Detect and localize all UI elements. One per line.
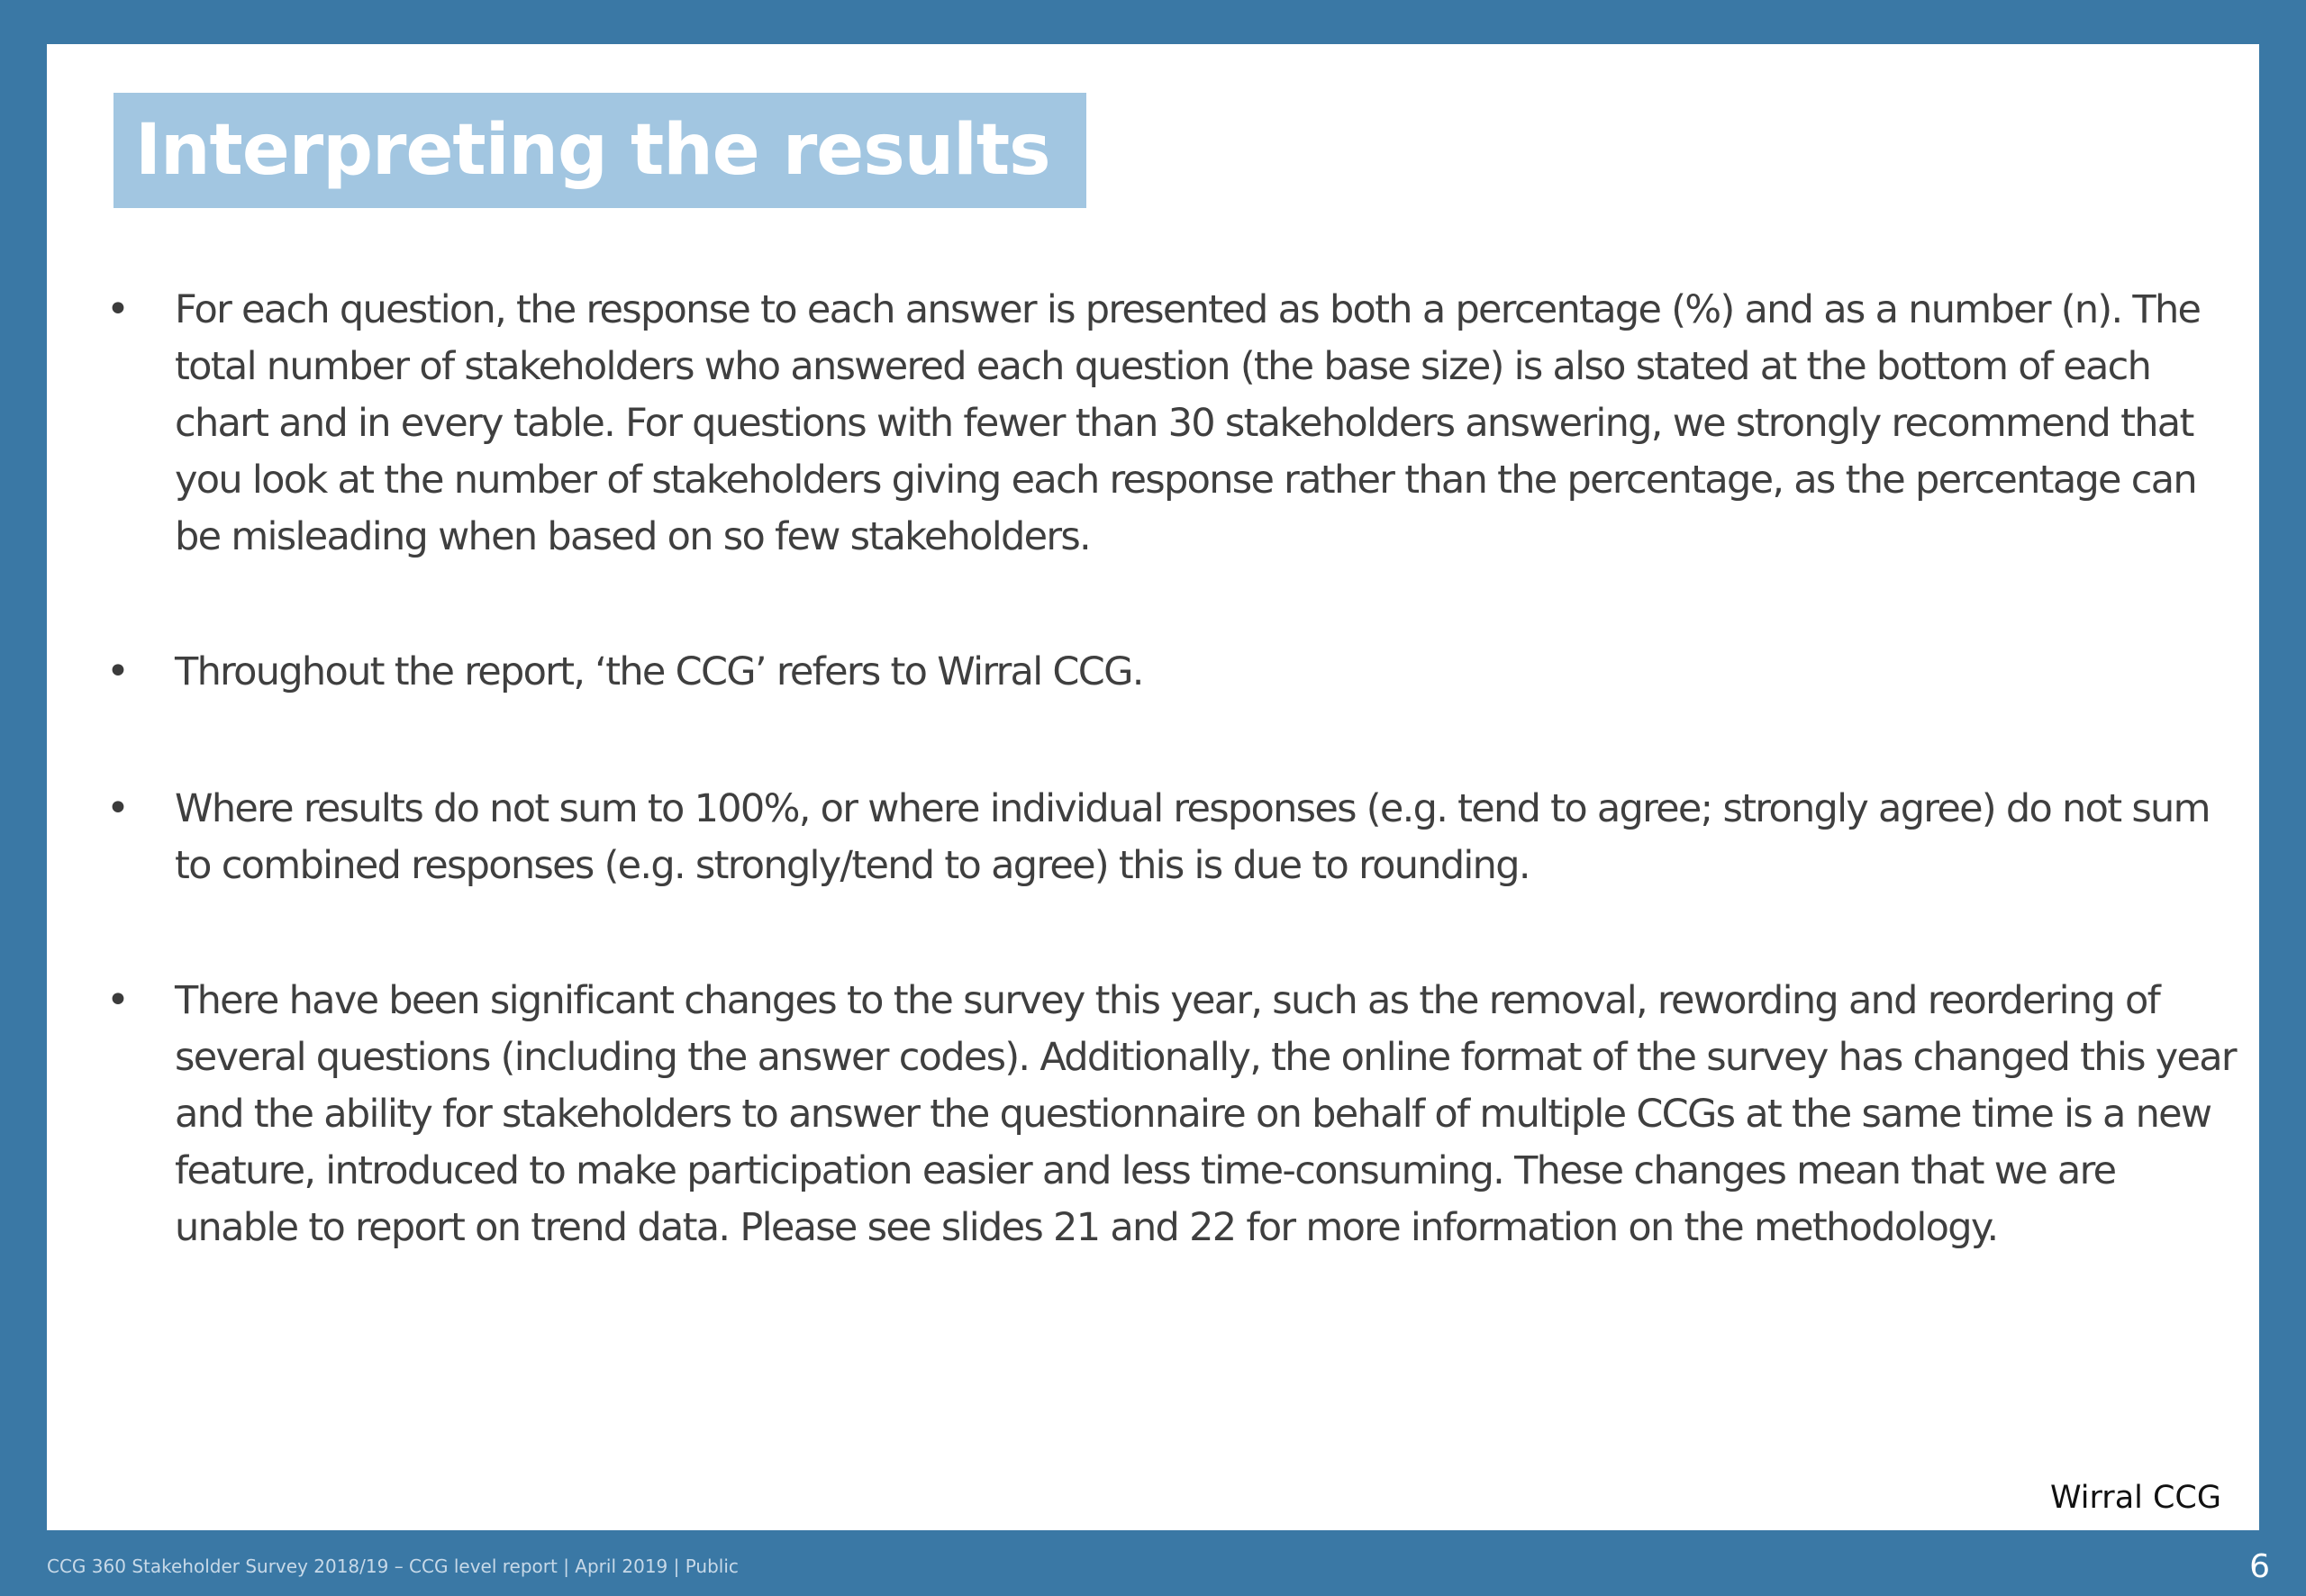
bullet-text: Throughout the report, ‘the CCG’ refers to Wirral CCG.: [175, 649, 1143, 694]
page-title: Interpreting the results: [135, 110, 1050, 191]
bullet-list: [47, 44, 2259, 1530]
bullet-item: [104, 973, 2248, 1256]
page-number: 6: [2249, 1548, 2270, 1585]
footer-text: CCG 360 Stakeholder Survey 2018/19 – CCG level report | April 2019 | Public: [47, 1555, 739, 1577]
bullet-item: [104, 781, 2248, 894]
bullet-icon: •: [106, 648, 130, 694]
bullet-item: [104, 644, 2248, 701]
bullet-icon: •: [106, 286, 130, 332]
slide-panel: [47, 44, 2259, 1530]
bullet-item: [104, 282, 2248, 566]
bullet-text: Where results do not sum to 100%, or where individual responses (e.g. tend to agree; strongly agree) do not sum to combined responses (e.g. strongly/tend to agree) this is due to rounding.: [175, 786, 2210, 888]
bullet-icon: •: [106, 785, 130, 831]
organisation-label: Wirral CCG: [2049, 1480, 2221, 1516]
bullet-text: There have been significant changes to the survey this year, such as the removal, rewording and reordering of several questions (including the answer codes). Additionally, the online format of the survey has changed this year and the ability for stakeholders to answer the questionnaire on behalf of multiple CCGs at the same time is a new feature, introduced to make participation easier and less time-consuming. These changes mean that we are unable to report on trend data. Please see slides 21 and 22 for more information on the methodology.: [175, 978, 2236, 1250]
bullet-text: For each question, the response to each answer is presented as both a percentage (%) and as a number (n). The total number of stakeholders who answered each question (the base size) is also stated at the bottom of each chart and in every table. For questions with fewer than 30 stakeholders answering, we strongly recommend that you look at the number of stakeholders giving each response rather than the percentage, as the percentage can be misleading when based on so few stakeholders.: [175, 287, 2201, 559]
bullet-icon: •: [106, 977, 130, 1023]
